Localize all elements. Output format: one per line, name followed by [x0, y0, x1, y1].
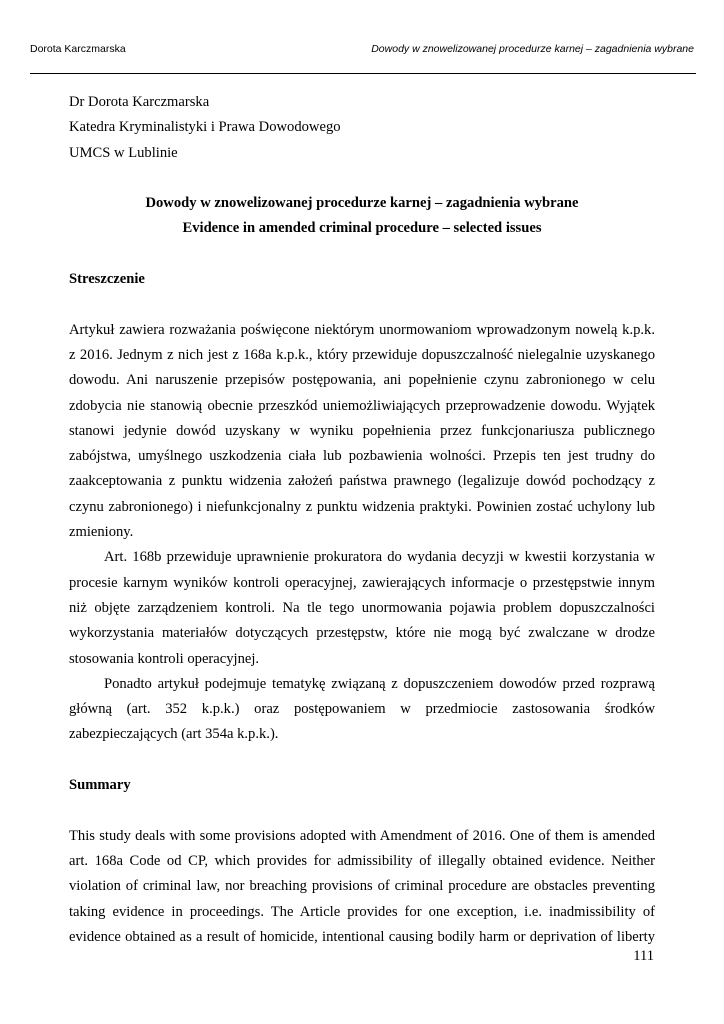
text-line: niż objęte zarządzeniem kontroli. Na tle tego unormowania pojawia problem dopuszczalności: [69, 599, 655, 616]
author-department: Katedra Kryminalistyki i Prawa Dowodowego: [69, 119, 341, 136]
text-line: zabójstwa, umyślnego uszkodzenia ciała lub pozbawienia wolności. Przepis ten jest trudny do: [69, 448, 655, 465]
text-line: taking evidence in proceedings. The Article provides for one exception, i.e. inadmissibility of: [69, 903, 655, 920]
text-line: dowodu. Ani naruszenie przepisów postępowania, ani popełnienie czynu zabronionego w celu: [69, 372, 655, 389]
page-header: [30, 43, 694, 55]
text-line: zdobycia nie stanowią obecnie przeszkód uniemożliwiających przeprowadzenie dowodu. Wyjątek: [69, 397, 655, 414]
text-line: evidence obtained as a result of homicide, intentional causing bodily harm or deprivation of liberty: [69, 928, 655, 945]
title-polish: Dowody w znowelizowanej procedurze karnej – zagadnienia wybrane: [145, 195, 579, 212]
text-line: zaakceptowania z punktu widzenia założeń państwa prawnego (legalizuje dowód pochodzący z: [69, 473, 655, 490]
header-rule: [30, 73, 696, 74]
author-name: Dr Dorota Karczmarska: [69, 94, 210, 110]
text-line: Ponadto artykuł podejmuje tematykę związaną z dopuszczeniem dowodów przed rozprawą: [104, 675, 655, 692]
text-line: zabezpieczających (art 354a k.p.k.).: [69, 726, 279, 743]
text-line: Art. 168b przewiduje uprawnienie prokuratora do wydania decyzji w kwestii korzystania w: [104, 549, 655, 566]
text-line: czynu zabronionego) i niefunkcjonalny z punktu widzenia praktyki. Powinien zostać uchylony lub: [69, 498, 655, 515]
text-line: violation of criminal law, nor breaching provisions of criminal procedure are obstacles preventing: [69, 878, 655, 895]
title-english: Evidence in amended criminal procedure – selected issues: [182, 220, 542, 237]
text-line: This study deals with some provisions adopted with Amendment of 2016. One of them is amended: [69, 827, 655, 844]
abstract-pl-paragraph-1: [69, 318, 655, 546]
abstract-heading-pl: Streszczenie: [69, 271, 145, 288]
author-block: [69, 90, 655, 166]
text-line: Artykuł zawiera rozważania poświęcone niektórym unormowaniom wprowadzonym nowelą k.p.k.: [69, 321, 655, 338]
text-line: art. 168a Code od CP, which provides for admissibility of illegally obtained evidence. Neither: [69, 852, 655, 869]
text-line: wykorzystania materiałów dotyczących przestępstw, które nie mogą być zwalczane w drodze: [69, 625, 655, 642]
text-line: główną (art. 352 k.p.k.) oraz postępowaniem w przedmiocie zastosowania środków: [69, 701, 655, 718]
abstract-pl-paragraph-2: [69, 545, 655, 671]
page-number: 111: [633, 948, 654, 964]
text-line: zmieniony.: [69, 524, 134, 541]
abstract-heading-en: Summary: [69, 777, 131, 794]
header-running-title: Dowody w znowelizowanej procedurze karnej – zagadnienia wybrane: [371, 43, 694, 55]
document-body: [69, 90, 655, 950]
abstract-en-paragraph-1: [69, 824, 655, 950]
abstract-pl-paragraph-3: [69, 672, 655, 748]
header-author: Dorota Karczmarska: [30, 43, 126, 55]
author-university: UMCS w Lublinie: [69, 144, 178, 161]
text-line: procesie karnym wyników kontroli operacyjnej, zawierających informacje o przestępstwie innym: [69, 574, 655, 591]
text-line: stosowania kontroli operacyjnej.: [69, 650, 260, 667]
text-line: z 2016. Jednym z nich jest z 168a k.p.k., który przewiduje dopuszczalność nielegalnie uzyskanego: [69, 346, 655, 363]
text-line: stanowi jedynie dowód uzyskany w wyniku popełnienia przez funkcjonariusza publicznego: [69, 422, 655, 439]
